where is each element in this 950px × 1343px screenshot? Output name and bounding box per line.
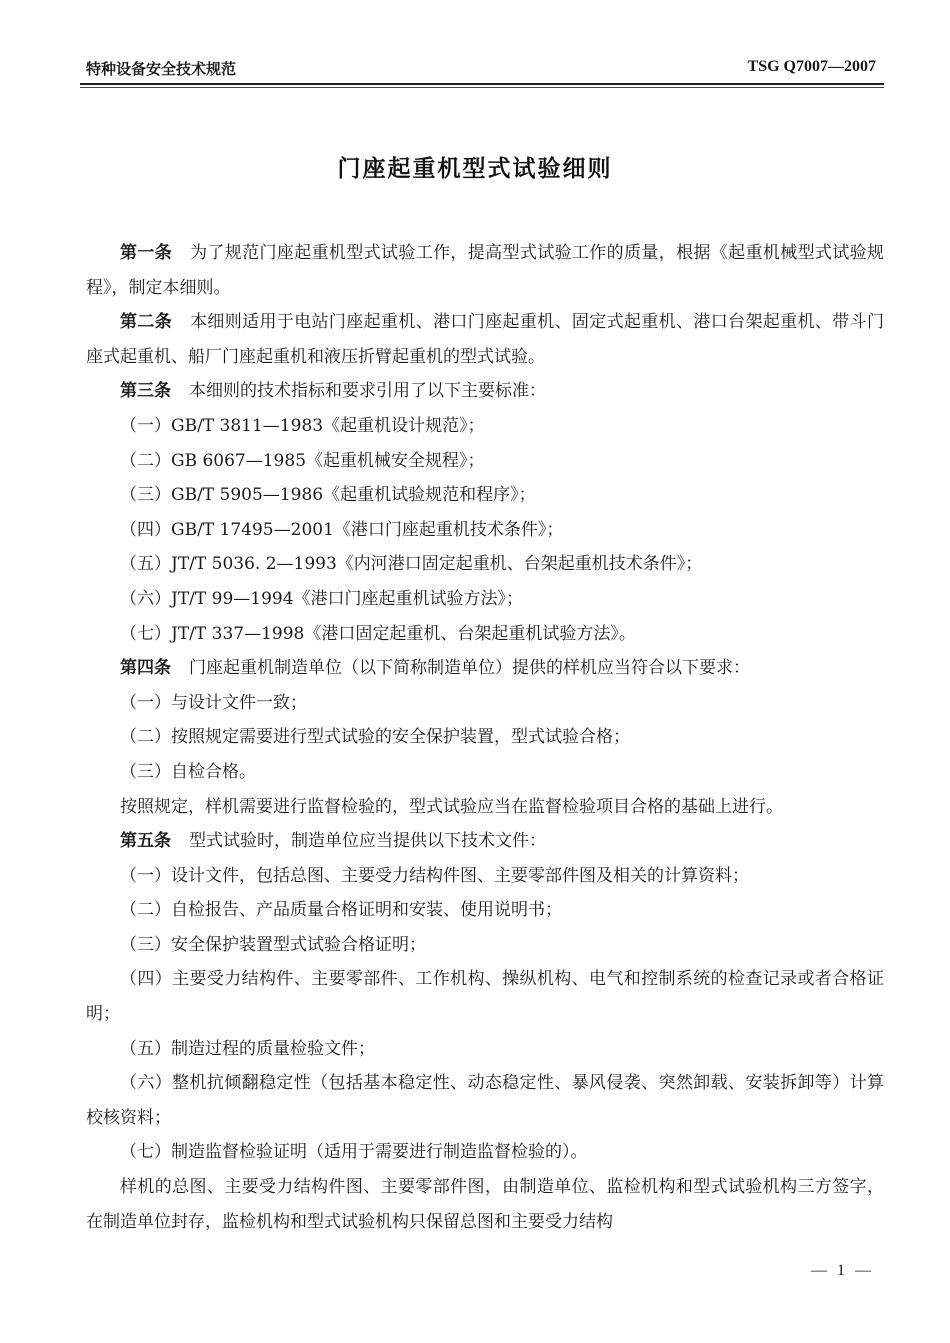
list-item: （七）JT/T 337—1998《港口固定起重机、台架起重机试验方法》。 — [120, 623, 636, 644]
running-header — [80, 52, 880, 82]
article-2 — [86, 305, 884, 374]
list-item: （一）与设计文件一致； — [120, 692, 307, 713]
list-item: （三）安全保护装置型式试验合格证明； — [120, 934, 426, 955]
list-item: （六）JT/T 99—1994《港口门座起重机试验方法》； — [120, 588, 524, 609]
article-text: 为了规范门座起重机型式试验工作，提高型式试验工作的质量，根据《起重机械型式试验规程》，制定本细则。 — [86, 243, 885, 298]
article-label: 第四条 — [120, 658, 171, 679]
article-text: 门座起重机制造单位（以下简称制造单位）提供的样机应当符合以下要求： — [189, 658, 750, 679]
article-label: 第一条 — [120, 243, 173, 263]
list-item: （二）GB 6067—1985《起重机械安全规程》； — [120, 450, 485, 471]
list-item: （七）制造监督检验证明（适用于需要进行制造监督检验的）。 — [120, 1142, 588, 1163]
list-item: （三）自检合格。 — [120, 761, 256, 782]
list-item: （四）GB/T 17495—2001《港口门座起重机技术条件》； — [120, 519, 564, 540]
list-item: （六）整机抗倾翻稳定性（包括基本稳定性、动态稳定性、暴风侵袭、突然卸载、安装拆卸等）计算校核资料； — [86, 1073, 884, 1128]
header-rule-thick — [80, 83, 884, 85]
page-number: — 1 — — [811, 1262, 874, 1279]
article-text: 本细则的技术指标和要求引用了以下主要标准： — [189, 381, 546, 402]
list-item: （五）JT/T 5036. 2—1993《内河港口固定起重机、台架起重机技术条件》； — [120, 554, 703, 575]
document-title: 门座起重机型式试验细则 — [337, 156, 613, 182]
list-item: （四）主要受力结构件、主要零部件、工作机构、操纵机构、电气和控制系统的检查记录或者合格证明； — [86, 969, 884, 1025]
article-3 — [86, 374, 884, 409]
article-text: 型式试验时，制造单位应当提供以下技术文件： — [189, 831, 546, 852]
list-item: （五）制造过程的质量检验文件； — [120, 1038, 375, 1059]
list-item: （二）按照规定需要进行型式试验的安全保护装置，型式试验合格； — [120, 727, 630, 748]
list-item: （三）GB/T 5905—1986《起重机试验规范和程序》； — [120, 485, 536, 506]
list-item: （一）GB/T 3811—1983《起重机设计规范》； — [120, 415, 485, 436]
article-5 — [86, 824, 884, 859]
article-note: 样机的总图、主要受力结构件图、主要零部件图，由制造单位、监检机构和型式试验机构三方签字，在制造单位封存，监检机构和型式试验机构只保留总图和主要受力结构 — [86, 1177, 884, 1232]
article-note: 按照规定，样机需要进行监督检验的，型式试验应当在监督检验项目合格的基础上进行。 — [120, 796, 783, 817]
header-series-title: 特种设备安全技术规范 — [86, 60, 237, 78]
article-label: 第三条 — [120, 381, 171, 402]
article-label: 第二条 — [120, 312, 173, 333]
article-label: 第五条 — [120, 831, 171, 852]
document-body — [86, 236, 884, 1239]
header-rule-thin — [80, 87, 884, 88]
header-standard-code: TSG Q7007—2007 — [747, 58, 876, 75]
article-text: 本细则适用于电站门座起重机、港口门座起重机、固定式起重机、港口台架起重机、带斗门座式起重机、船厂门座起重机和液压折臂起重机的型式试验。 — [86, 312, 885, 367]
article-1 — [86, 236, 884, 305]
article-4 — [86, 651, 884, 686]
list-item: （二）自检报告、产品质量合格证明和安装、使用说明书； — [120, 900, 562, 921]
list-item: （一）设计文件，包括总图、主要受力结构件图、主要零部件图及相关的计算资料； — [120, 865, 749, 886]
